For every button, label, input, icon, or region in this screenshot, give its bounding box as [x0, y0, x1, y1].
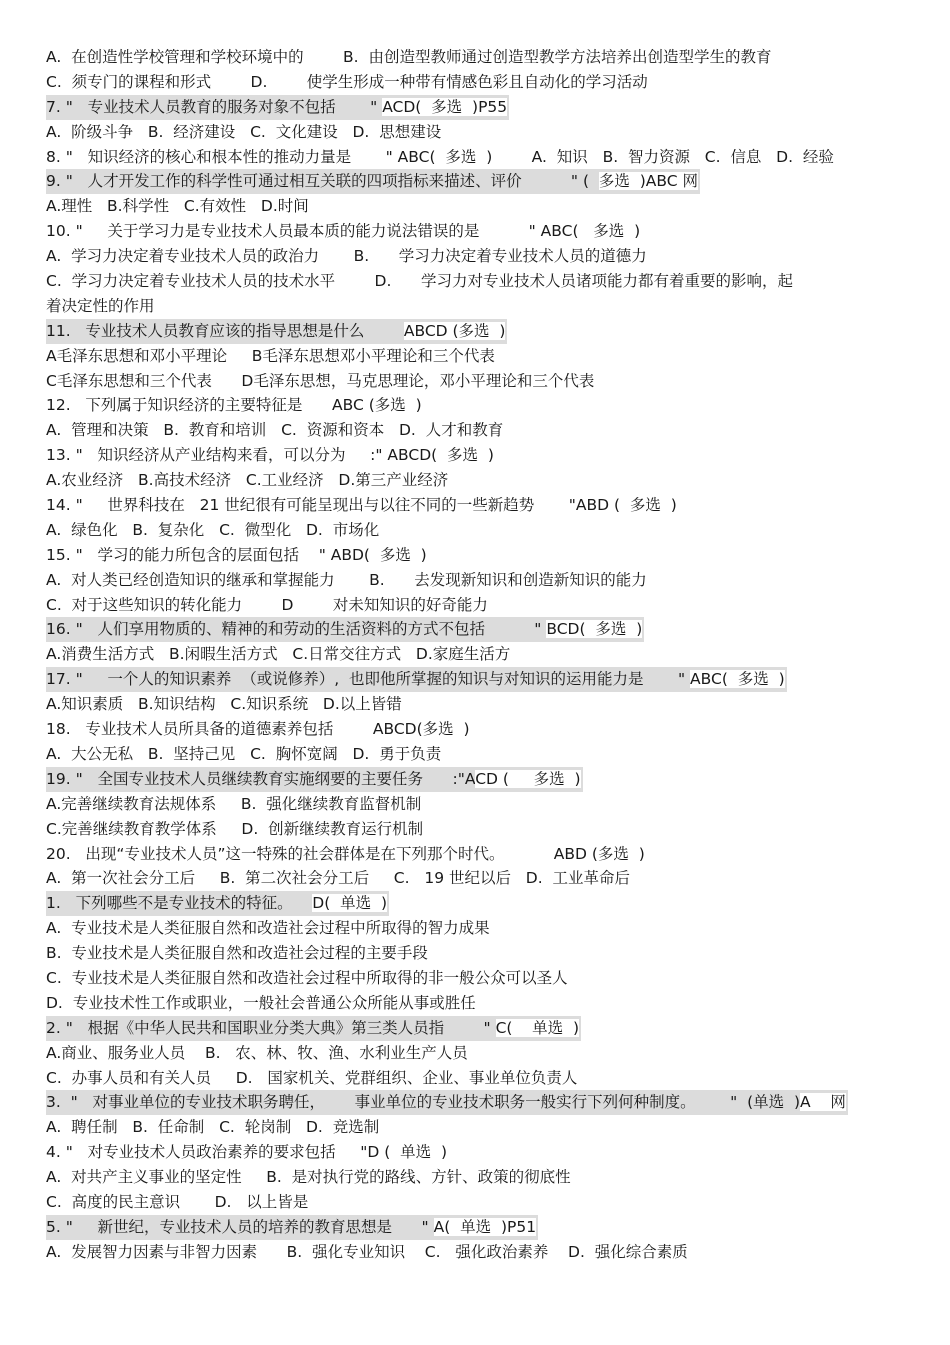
line-content [46, 1041, 470, 1066]
line-text: 15. " 学习的能力所包含的层面包括 " ABD( 多选 ) [46, 545, 427, 564]
line-text: A.农业经济 B.高技术经济 C.工业经济 D.第三产业经济 [46, 471, 449, 490]
line-content [46, 393, 424, 418]
line-text: A.完善继续教育法规体系 B. 强化继续教育监督机制 [46, 794, 422, 813]
line-content [46, 543, 429, 568]
document-page [0, 45, 950, 1265]
highlighted-question-text: 2. " 根据《中华人民共和国职业分类大典》第三类人员指 " [46, 1018, 496, 1037]
line-text: A. 对人类已经创造知识的继承和掌握能力 B. 去发现新知识和创造新知识的能力 [46, 570, 647, 589]
line-text: A.商业、服务业人员 B. 农、林、牧、渔、水利业生产人员 [46, 1043, 468, 1062]
text-line [0, 468, 950, 493]
line-content [46, 194, 311, 219]
highlighted-question-text: 3. " 对事业单位的专业技术职务聘任， 事业单位的专业技术职务一般实行下列何种制度。 " (单选 ) [46, 1093, 801, 1112]
line-content [46, 369, 596, 394]
text-line [0, 518, 950, 543]
line-content [46, 1066, 579, 1091]
line-text: C毛泽东思想和三个代表 D毛泽东思想，马克思理论，邓小平理论和三个代表 [46, 371, 595, 390]
text-line [0, 1066, 950, 1091]
line-content [46, 642, 512, 667]
line-text: C.完善继续教育教学体系 D. 创新继续教育运行机制 [46, 819, 424, 838]
text-line [0, 294, 950, 319]
text-line [0, 169, 950, 194]
text-line [0, 817, 950, 842]
line-content [46, 145, 836, 170]
line-content [46, 518, 381, 543]
text-line [0, 194, 950, 219]
line-text: A.理性 B.科学性 C.有效性 D.时间 [46, 197, 309, 216]
text-line [0, 1165, 950, 1190]
line-content [46, 1240, 690, 1265]
line-text: A. 管理和决策 B. 教育和培训 C. 资源和资本 D. 人才和教育 [46, 421, 504, 440]
line-text: 18. 专业技术人员所具备的道德素养包括 ABCD(多选 ) [46, 720, 470, 739]
text-line [0, 1041, 950, 1066]
line-text: A. 聘任制 B. 任命制 C. 轮岗制 D. 竞选制 [46, 1118, 380, 1137]
line-text: A. 阶级斗争 B. 经济建设 C. 文化建设 D. 思想建设 [46, 122, 442, 141]
line-content [46, 916, 492, 941]
highlighted-question-text: 11. 专业技术人员教育应该的指导思想是什么 [46, 321, 404, 340]
answer-text: D( 单选 ) [312, 894, 388, 913]
line-content [46, 344, 497, 369]
line-content [46, 418, 505, 443]
line-text: C. 专业技术是人类征服自然和改造社会过程中所取得的非一般公众可以圣人 [46, 968, 568, 987]
text-line [0, 1016, 950, 1041]
answer-text: CD ( 多选 ) [475, 769, 581, 788]
line-content [46, 45, 773, 70]
line-content [46, 667, 787, 692]
text-line [0, 1140, 950, 1165]
answer-text: BCD( 多选 ) [546, 620, 643, 639]
text-line [0, 842, 950, 867]
line-content [46, 991, 478, 1016]
line-text: A. 发展智力因素与非智力因素 B. 强化专业知识 C. 强化政治素养 D. 强化综合素质 [46, 1242, 688, 1261]
line-text: 13. " 知识经济从产业结构来看，可以分为 :" ABCD( 多选 ) [46, 446, 494, 465]
text-line [0, 319, 950, 344]
text-line [0, 916, 950, 941]
line-content [46, 742, 443, 767]
text-line [0, 1215, 950, 1240]
text-line [0, 617, 950, 642]
line-text: C. 对于这些知识的转化能力 D 对未知知识的好奇能力 [46, 595, 488, 614]
line-content [46, 95, 509, 120]
text-line [0, 443, 950, 468]
text-line [0, 244, 950, 269]
answer-text: 多选 )ABC 网 [598, 172, 698, 191]
text-line [0, 991, 950, 1016]
text-line [0, 145, 950, 170]
text-line [0, 593, 950, 618]
line-content [46, 1190, 310, 1215]
highlighted-question-text: 1. 下列哪些不是专业技术的特征。 [46, 894, 313, 913]
text-line [0, 891, 950, 916]
line-text: A.消费生活方式 B.闲暇生活方式 C.日常交往方式 D.家庭生活方 [46, 645, 511, 664]
text-line [0, 767, 950, 792]
highlighted-question-text: 9. " 人才开发工作的科学性可通过相互关联的四项指标来描述、评价 " ( [46, 172, 599, 191]
line-content [46, 941, 430, 966]
line-text: 4. " 对专业技术人员政治素养的要求包括 "D ( 单选 ) [46, 1143, 448, 1162]
line-content [46, 468, 450, 493]
text-line [0, 344, 950, 369]
line-text: A. 学习力决定着专业技术人员的政治力 B. 学习力决定着专业技术人员的道德力 [46, 247, 647, 266]
line-content [46, 717, 472, 742]
line-content [46, 219, 642, 244]
line-content [46, 70, 650, 95]
text-line [0, 393, 950, 418]
text-line [0, 966, 950, 991]
text-line [0, 418, 950, 443]
text-line [0, 1190, 950, 1215]
text-line [0, 95, 950, 120]
line-content [46, 1115, 381, 1140]
answer-text: ABC( 多选 ) [690, 670, 785, 689]
line-text: 着决定性的作用 [46, 296, 155, 315]
line-text: A. 绿色化 B. 复杂化 C. 微型化 D. 市场化 [46, 520, 380, 539]
line-content [46, 692, 404, 717]
line-text: 20. 出现“专业技术人员”这一特殊的社会群体是在下列那个时代。 ABD (多选 ) [46, 844, 645, 863]
text-line [0, 642, 950, 667]
line-text: C. 须专门的课程和形式 D. 使学生形成一种带有情感色彩且自动化的学习活动 [46, 72, 648, 91]
text-line [0, 1090, 950, 1115]
line-content [46, 617, 644, 642]
line-content [46, 169, 700, 194]
line-content [46, 120, 443, 145]
line-text: A. 专业技术是人类征服自然和改造社会过程中所取得的智力成果 [46, 919, 490, 938]
line-content [46, 1016, 581, 1041]
text-line [0, 742, 950, 767]
line-content [46, 443, 496, 468]
line-content [46, 966, 570, 991]
answer-text: C( 单选 ) [495, 1018, 580, 1037]
line-text: B. 专业技术是人类征服自然和改造社会过程的主要手段 [46, 944, 428, 963]
line-content [46, 269, 795, 294]
text-line [0, 219, 950, 244]
line-content [46, 1165, 573, 1190]
answer-text: A( 单选 )P51 [433, 1217, 537, 1236]
text-line [0, 45, 950, 70]
line-text: 12. 下列属于知识经济的主要特征是 ABC (多选 ) [46, 396, 422, 415]
answer-text: ABCD (多选 ) [403, 321, 506, 340]
line-content [46, 792, 423, 817]
highlighted-question-text: 7. " 专业技术人员教育的服务对象不包括 " [46, 97, 383, 116]
text-line [0, 269, 950, 294]
line-content [46, 593, 490, 618]
text-line [0, 568, 950, 593]
line-content [46, 767, 583, 792]
text-line [0, 1240, 950, 1265]
text-line [0, 1115, 950, 1140]
line-content [46, 817, 425, 842]
line-text: C. 学习力决定着专业技术人员的技术水平 D. 学习力对专业技术人员诸项能力都有着重要的影响，起 [46, 272, 793, 291]
line-text: A.知识素质 B.知识结构 C.知识系统 D.以上皆错 [46, 695, 402, 714]
line-text: A. 大公无私 B. 坚持己见 C. 胸怀宽阔 D. 勇于负责 [46, 744, 442, 763]
line-text: D. 专业技术性工作或职业，一般社会普通公众所能从事或胜任 [46, 993, 476, 1012]
text-line [0, 493, 950, 518]
text-line [0, 717, 950, 742]
line-text: 14. " 世界科技在 21 世纪很有可能呈现出与以往不同的一些新趋势 "ABD ( 多选 ) [46, 496, 677, 515]
text-line [0, 369, 950, 394]
line-text: A. 第一次社会分工后 B. 第二次社会分工后 C. 19 世纪以后 D. 工业革命后 [46, 869, 630, 888]
highlighted-question-text: 16. " 人们享用物质的、精神的和劳动的生活资料的方式不包括 " [46, 620, 547, 639]
text-line [0, 941, 950, 966]
highlighted-question-text: 5. " 新世纪，专业技术人员的培养的教育思想是 " [46, 1217, 434, 1236]
line-content [46, 891, 389, 916]
highlighted-question-text: 17. " 一个人的知识素养 （或说修养）, 也即他所掌握的知识与对知识的运用能力是 " [46, 670, 691, 689]
text-line [0, 120, 950, 145]
line-text: C. 办事人员和有关人员 D. 国家机关、党群组织、企业、事业单位负责人 [46, 1068, 578, 1087]
line-text: 8. " 知识经济的核心和根本性的推动力量是 " ABC( 多选 ) A. 知识 B. 智力资源 C. 信息 D. 经验 [46, 147, 834, 166]
text-line [0, 792, 950, 817]
text-line [0, 543, 950, 568]
line-text: C. 高度的民主意识 D. 以上皆是 [46, 1192, 309, 1211]
answer-text: A 网 [800, 1093, 846, 1112]
line-text: A. 在创造性学校管理和学校环境中的 B. 由创造型教师通过创造型教学方法培养出创造型学生的教育 [46, 48, 772, 66]
line-text: A毛泽东思想和邓小平理论 B毛泽东思想邓小平理论和三个代表 [46, 346, 495, 365]
highlighted-question-text: 19. " 全国专业技术人员继续教育实施纲要的主要任务 :"A [46, 769, 476, 788]
line-content [46, 294, 157, 319]
answer-text: ACD( 多选 )P55 [382, 97, 508, 116]
text-line [0, 667, 950, 692]
line-content [46, 568, 649, 593]
text-line [0, 70, 950, 95]
line-content [46, 1090, 848, 1115]
line-content [46, 1140, 449, 1165]
line-content [46, 493, 679, 518]
line-content [46, 319, 507, 344]
text-line [0, 692, 950, 717]
line-content [46, 244, 649, 269]
line-text: A. 对共产主义事业的坚定性 B. 是对执行党的路线、方针、政策的彻底性 [46, 1168, 571, 1187]
text-line [0, 866, 950, 891]
line-content [46, 842, 647, 867]
line-content [46, 866, 632, 891]
line-content [46, 1215, 538, 1240]
line-text: 10. " 关于学习力是专业技术人员最本质的能力说法错误的是 " ABC( 多选 ) [46, 222, 641, 241]
